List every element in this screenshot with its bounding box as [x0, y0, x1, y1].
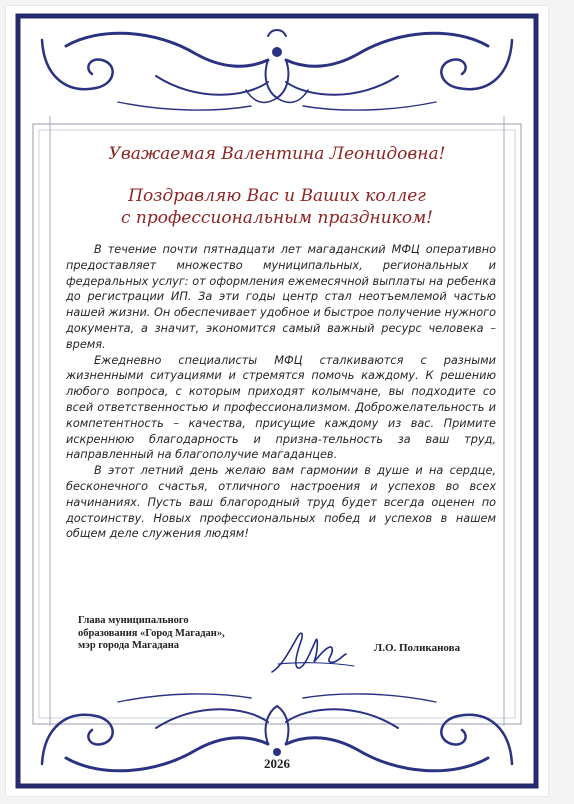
letter-sheet — [6, 6, 548, 796]
signer-title-line: мэр города Магадана — [78, 640, 180, 651]
salutation: Уважаемая Валентина Леонидовна! — [108, 144, 446, 164]
body-paragraph: Ежедневно специалисты МФЦ сталкиваются с разными жизненными ситуациями и стремятся помочь каждому. К решению любого вопроса, с которым приходят колымчане, вы подходите со всей ответственностью и профессионализмом. Доброжелательность и компетентность – качества, присущие каждому из вас. Примите искреннюю благодарность и призна-тельность за ваш труд, направленный на благополучие магаданцев. — [66, 353, 496, 462]
signer-name: Л.О. Поликанова — [374, 642, 461, 654]
signer-title — [78, 615, 278, 653]
signer-title-line: Глава муниципального — [78, 615, 189, 626]
body-paragraph: В течение почти пятнадцати лет магаданский МФЦ оперативно предоставляет множество муниципальных, региональных и федеральных услуг: от оформления ежемесячной выплаты на ребенка до регистрации ИП. За эти годы центр стал неотъемлемой частью нашей жизни. Он обеспечивает удобное и быстрое получение нужного документа, а значит, экономится самый важный ресурс человека – время. — [66, 243, 496, 351]
letter-body — [66, 242, 496, 542]
handwritten-signature — [268, 626, 358, 678]
body-paragraph: В этот летний день желаю вам гармонии в душе и на сердце, бесконечного счастья, отличного настроения и успехов во всех начинаниях. Пусть ваш благородный труд будет всегда оценен по достоинству. Новых профессиональных побед и успехов в нашем общем деле служения людям! — [66, 464, 496, 541]
year-label: 2026 — [264, 756, 290, 771]
signer-title-line: образования «Город Магадан», — [78, 627, 225, 639]
top-ornament — [42, 30, 512, 110]
congratulation-line-1: Поздравляю Вас и Ваших коллег — [128, 186, 426, 206]
congratulation-line-2: с профессиональным праздником! — [120, 208, 433, 228]
